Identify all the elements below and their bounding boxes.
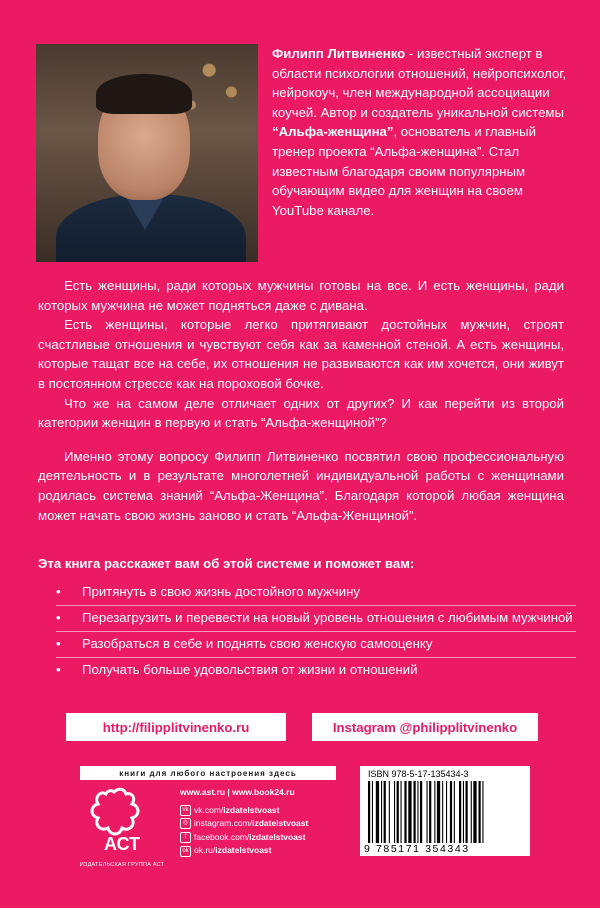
social-link-prefix: ok.ru/ <box>194 845 216 856</box>
barcode-bar <box>417 781 418 843</box>
social-link-vk[interactable] <box>180 804 340 818</box>
barcode-bar <box>401 781 402 843</box>
list-item-text: Перезагрузить и перевести на новый уровень отношения с любимым мужчиной <box>82 610 573 625</box>
author-bio-text-1: - известный эксперт в области психологии отношений, нейропсихолог, нейрокоуч, член международной ассоциации коучей. Автор и создатель уникальной системы <box>272 46 567 120</box>
publisher-tagline: книги для любого настроения здесь <box>80 766 336 780</box>
barcode-bar <box>389 781 390 843</box>
isbn: ISBN 978-5-17-135434-3 <box>368 769 469 779</box>
barcode-bar <box>394 781 395 843</box>
barcode-bar <box>454 781 455 843</box>
barcode-bar <box>420 781 422 843</box>
social-link-handle: izdatelstvoast <box>223 804 280 815</box>
bullet-icon: • <box>56 584 61 599</box>
odnoklassniki-icon: ok <box>180 846 191 857</box>
bullet-icon: • <box>56 636 61 651</box>
author-bio <box>272 44 572 220</box>
barcode-digits: 9 785171 354343 <box>364 843 470 855</box>
social-link-instagram[interactable] <box>180 817 340 831</box>
barcode <box>360 766 530 856</box>
barcode-bar <box>446 781 447 843</box>
list-item-text: Притянуть в свою жизнь достойного мужчину <box>82 584 360 599</box>
publisher-links <box>180 786 340 858</box>
barcode-bar <box>437 781 440 843</box>
barcode-bar <box>376 781 379 843</box>
paragraph: Что же на самом деле отличает одних от других? И как перейти из второй категории женщин в первую и стать “Альфа-женщиной”? <box>38 395 564 431</box>
social-link-handle: izdatelstvoast <box>249 831 306 842</box>
barcode-bar <box>459 781 461 843</box>
social-link-handle: izdatelstvoast <box>252 818 309 829</box>
author-bio-text-2: , основатель и главный тренер проекта “Альфа-женщина”. Стал известным благодаря своим популярным обучающим видео для женщин на своем YouTube канале. <box>272 124 536 218</box>
barcode-bar <box>463 781 464 843</box>
ast-logo <box>84 786 160 858</box>
author-name: Филипп Литвиненко <box>272 46 406 61</box>
author-photo-hair <box>96 74 192 114</box>
vk-icon: vk <box>180 805 191 816</box>
social-link-handle: izdatelstvoast <box>215 845 272 856</box>
barcode-bar <box>408 781 411 843</box>
paragraph: Есть женщины, которые легко притягивают достойных мужчин, строят счастливые отношения и чувствуют себя как за каменной стеной. А есть женщины, которые тащат все на себе, их отношения не развиваются как им хочется, они живут в постоянном стрессе как на пороховой бочке. <box>38 317 564 391</box>
list-item-text: Получать больше удовольствия от жизни и отношений <box>82 662 418 677</box>
bullet-icon: • <box>56 610 61 625</box>
paragraph: Есть женщины, ради которых мужчины готовы на все. И есть женщины, ради которых мужчина не может подняться даже с дивана. <box>38 278 564 313</box>
barcode-bar <box>429 781 431 843</box>
barcode-bar <box>471 781 472 843</box>
list-item <box>56 632 576 658</box>
barcode-bar <box>368 781 370 843</box>
bullet-icon: • <box>56 662 61 677</box>
list-item <box>56 580 576 606</box>
barcode-bar <box>482 781 483 843</box>
list-item <box>56 658 576 683</box>
ast-logo-text: АСТ <box>103 834 141 854</box>
barcode-bar <box>434 781 435 843</box>
benefits-list <box>56 580 576 683</box>
barcode-bar <box>372 781 373 843</box>
social-link-odnoklassniki[interactable] <box>180 844 340 858</box>
social-link-facebook[interactable] <box>180 831 340 845</box>
barcode-bar <box>479 781 481 843</box>
facebook-icon: f <box>180 832 191 843</box>
barcode-bar <box>427 781 428 843</box>
publisher-group-name: ИЗДАТЕЛЬСКАЯ ГРУППА АСТ <box>79 862 165 868</box>
website-link[interactable]: http://filipplitvinenko.ru <box>66 713 286 741</box>
description <box>38 276 564 525</box>
list-item-text: Разобраться в себе и поднять свою женскую самооценку <box>82 636 433 651</box>
barcode-bar <box>381 781 382 843</box>
publisher-websites[interactable]: www.ast.ru | www.book24.ru <box>180 787 295 797</box>
author-photo <box>36 44 258 262</box>
barcode-bar <box>404 781 406 843</box>
barcode-bar <box>384 781 386 843</box>
instagram-icon: ◎ <box>180 818 191 829</box>
social-link-prefix: vk.com/ <box>194 804 224 815</box>
list-item <box>56 606 576 632</box>
social-link-prefix: facebook.com/ <box>194 831 250 842</box>
social-link-prefix: instagram.com/ <box>194 818 253 829</box>
benefits-heading: Эта книга расскажет вам об этой системе и поможет вам: <box>38 556 415 571</box>
barcode-bar <box>397 781 399 843</box>
barcode-bars <box>368 781 522 843</box>
barcode-bar <box>466 781 468 843</box>
barcode-bar <box>473 781 476 843</box>
instagram-link[interactable]: Instagram @philipplitvinenko <box>312 713 538 741</box>
barcode-bar <box>442 781 443 843</box>
system-name: “Альфа-женщина” <box>272 124 394 140</box>
paragraph: Именно этому вопросу Филипп Литвиненко посвятил свою профессиональную деятельность и в результате многолетней индивидуальной работы с женщинами родилась система знаний “Альфа-Женщина”. Благодаря которой любая женщина может начать свою жизнь заново и стать “Альфа-Женщиной”. <box>38 448 564 523</box>
barcode-bar <box>450 781 452 843</box>
barcode-bar <box>414 781 416 843</box>
